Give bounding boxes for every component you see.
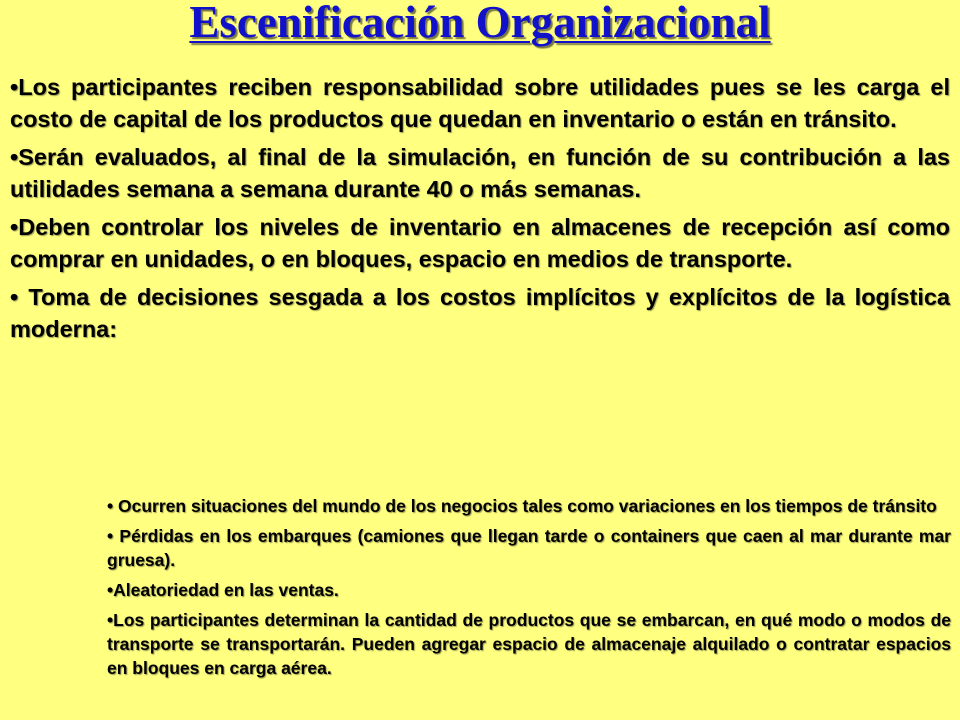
bullet-icon: • — [107, 610, 114, 630]
main-bullet-text: Toma de decisiones sesgada a los costos implícitos y explícitos de la logística moderna: — [10, 284, 950, 342]
bullet-icon: • — [10, 144, 19, 170]
bullet-icon: • — [107, 496, 114, 516]
bullet-icon: • — [107, 580, 114, 600]
bullet-icon: • — [10, 74, 19, 100]
main-bullet-item — [10, 211, 950, 275]
sub-bullet-text: Los participantes determinan la cantidad de productos que se embarcan, en qué modo o modos de transporte se transportarán. Pueden agregar espacio de almacenaje alquilado o contratar espacios en bloques en carga aérea. — [107, 610, 951, 678]
bullet-icon: • — [107, 526, 114, 546]
bullet-icon: • — [10, 214, 19, 240]
sub-bullet-text: Ocurren situaciones del mundo de los negocios tales como variaciones en los tiempos de tránsito — [113, 496, 937, 516]
main-bullet-item — [10, 281, 950, 345]
slide-title: Escenificación Organizacional — [189, 0, 771, 47]
main-bullet-item — [10, 141, 950, 205]
sub-bullet-list — [107, 494, 951, 686]
main-bullet-item — [10, 71, 950, 135]
sub-bullet-item — [107, 608, 951, 680]
sub-bullet-text: Aleatoriedad en las ventas. — [113, 580, 339, 600]
main-bullet-text: Serán evaluados, al final de la simulación, en función de su contribución a las utilidades semana a semana durante 40 o más semanas. — [10, 144, 950, 202]
main-bullet-list — [10, 71, 950, 351]
sub-bullet-item — [107, 494, 951, 518]
sub-bullet-item — [107, 524, 951, 572]
main-bullet-text: Deben controlar los niveles de inventario en almacenes de recepción así como comprar en unidades, o en bloques, espacio en medios de transporte. — [10, 214, 950, 272]
main-bullet-text: Los participantes reciben responsabilidad sobre utilidades pues se les carga el costo de capital de los productos que quedan en inventario o están en tránsito. — [10, 74, 950, 132]
bullet-icon: • — [10, 284, 19, 310]
sub-bullet-text: Pérdidas en los embarques (camiones que llegan tarde o containers que caen al mar durante mar gruesa). — [107, 526, 951, 570]
sub-bullet-item — [107, 578, 951, 602]
